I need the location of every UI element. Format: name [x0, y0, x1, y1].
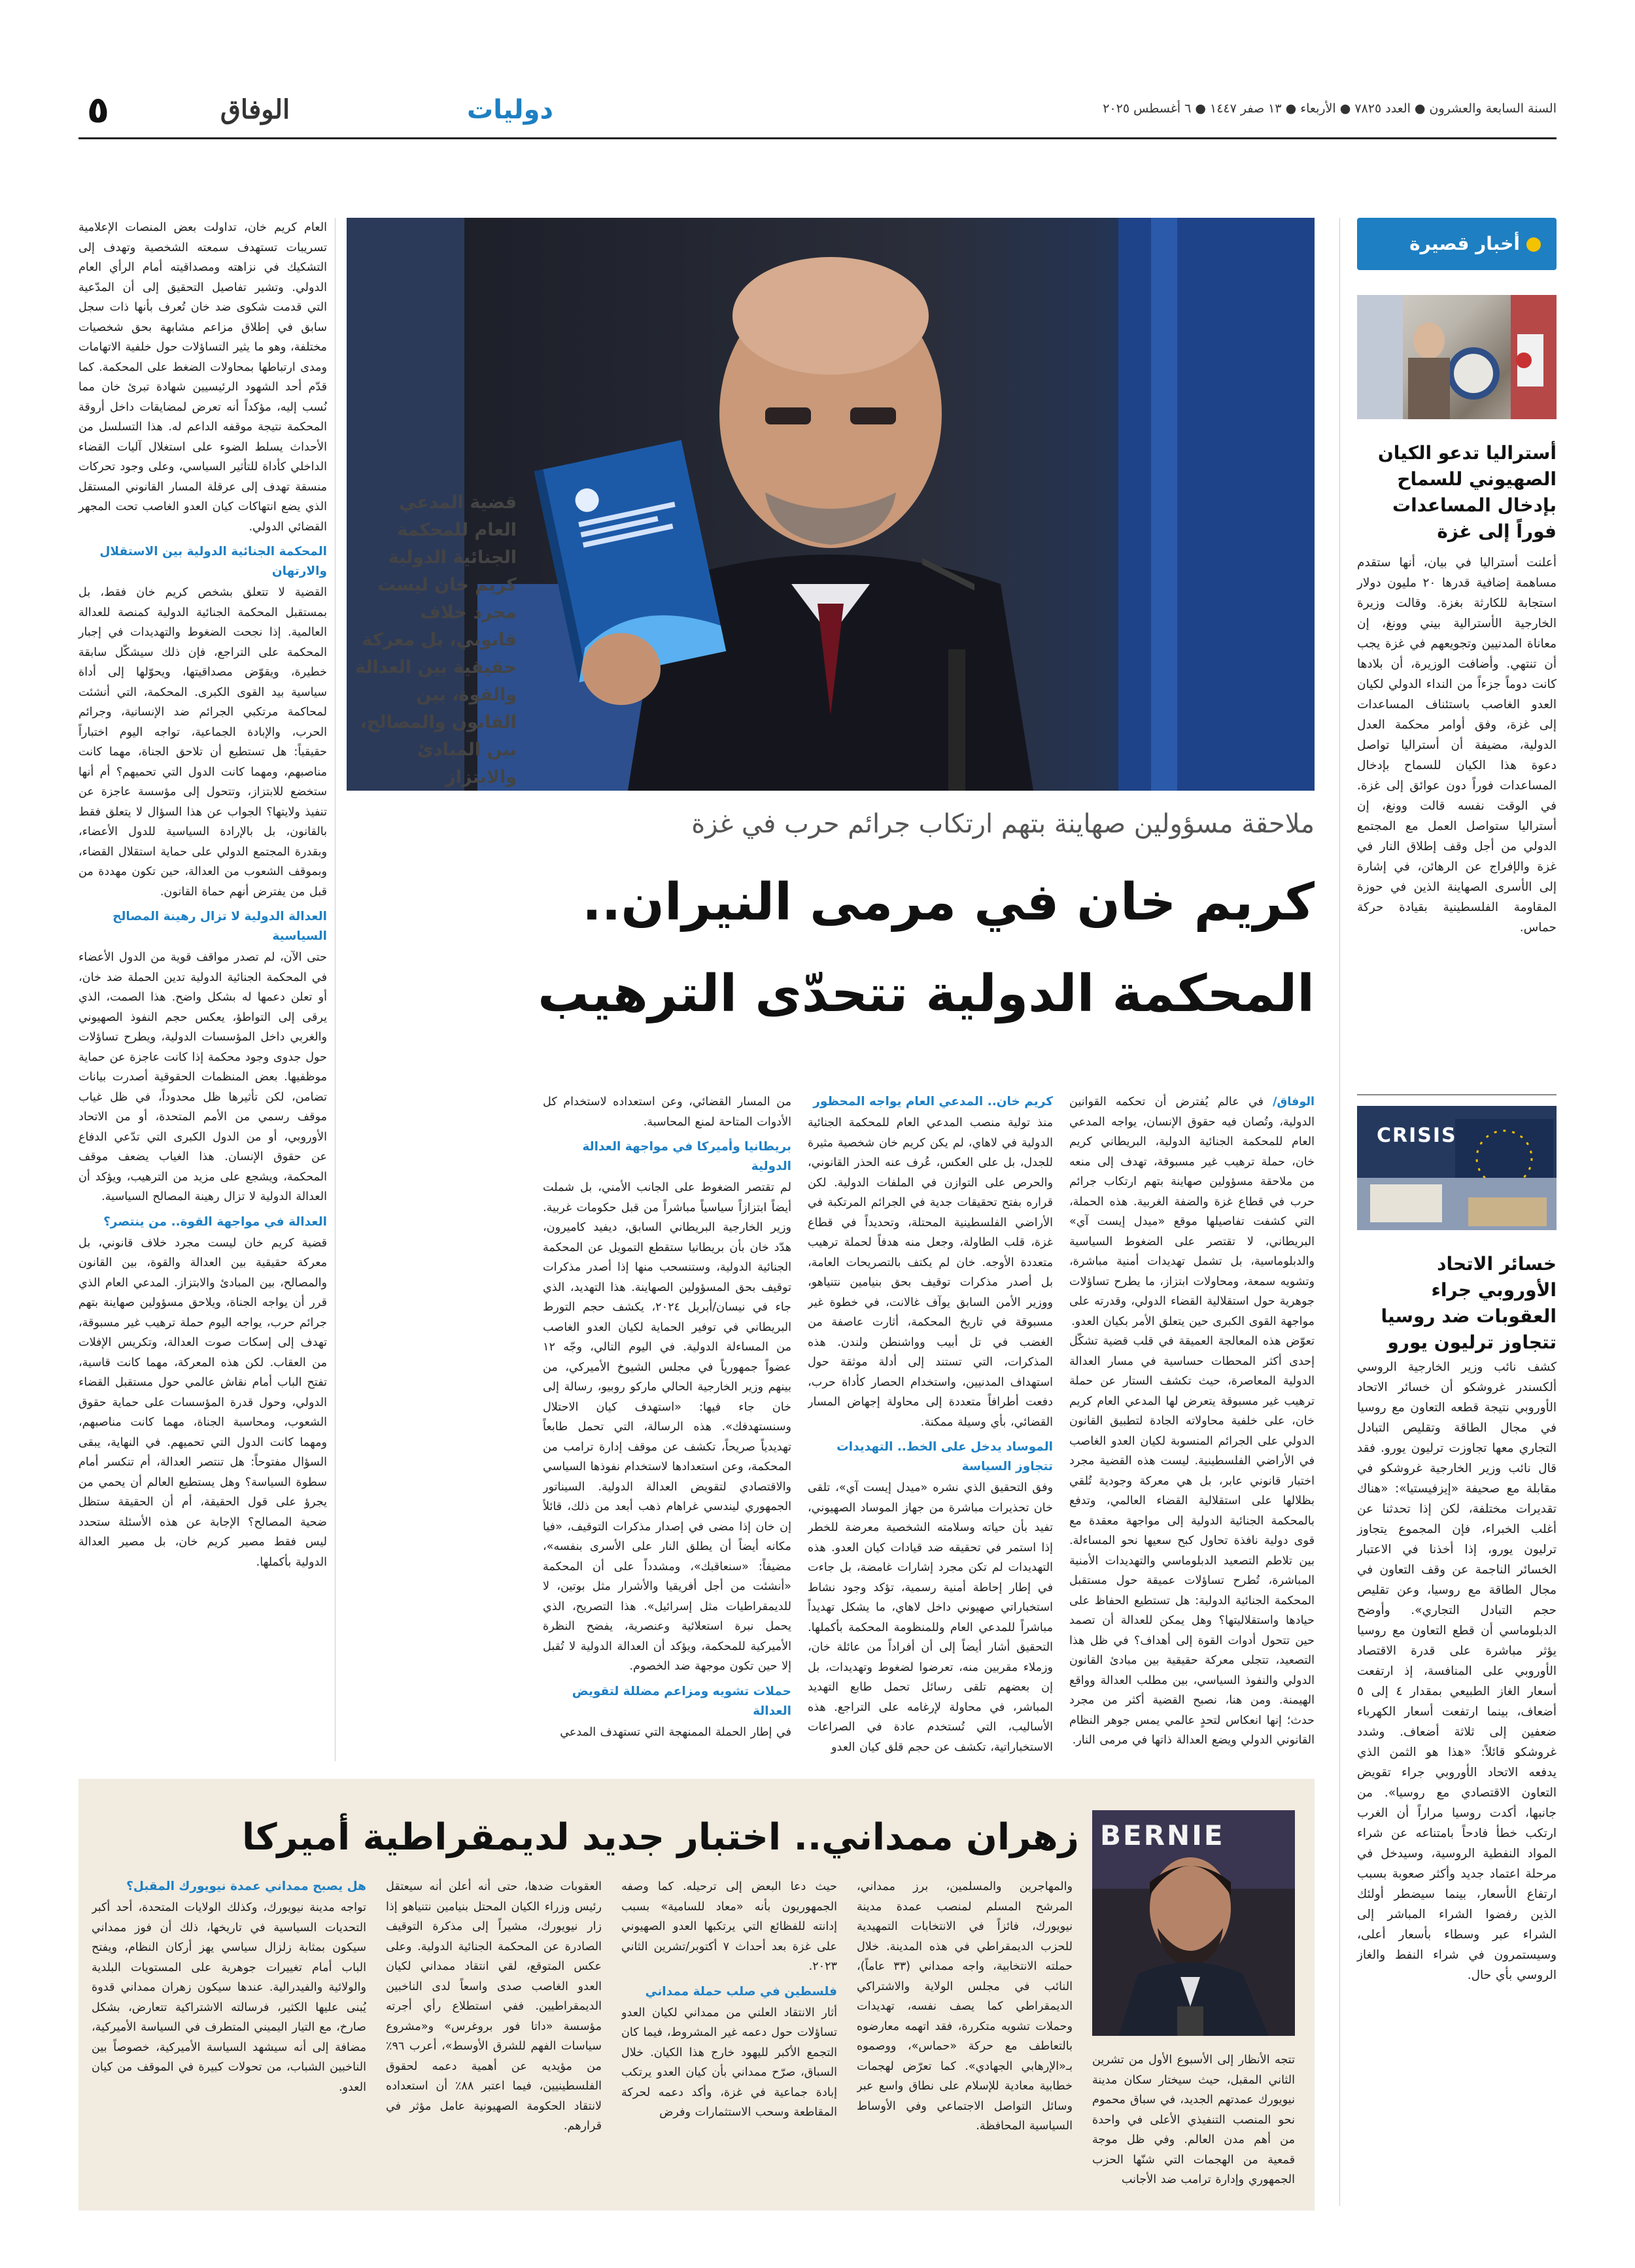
col1-intro: في عالم يُفترض أن تحكمه القوانين الدولية، وتُصان فيه حقوق الإنسان، يواجه المدعي العام للمحكمة الجنائية الدولية، البريطاني كريم خان، حملة ترهيب غير مسبوقة، تهدف إلى منعه من ملاحقة مسؤولين صهاينة بتهم ارتكاب جرائم حرب في قطاع غزة والضفة الغربية. هذه الحملة، التي كشفت تفاصيلها موقع «ميدل إيست آي» البريطاني، لا تقتصر على الضغوط السياسية والدبلوماسية، بل تشمل تهديدات أمنية مباشرة، وتشويه سمعة، ومحاولات ابتزاز، ما يطرح تساؤلات جوهرية حول استقلالية القضاء الدولي، وقدرته على مواجهة القوى الكبرى حين يتعلق الأمر بكيان العدو.	[1069, 1095, 1315, 1328]
logo: الوفاق	[220, 94, 290, 125]
bottom-band	[78, 1779, 1315, 2210]
crisis-label: CRISIS	[1377, 1124, 1457, 1147]
col4-p2: القضية لا تتعلق بشخص كريم خان فقط، بل بمستقبل المحكمة الجنائية الدولية كمنصة للعدالة العالمية. إذا نجحت الضغوط والتهديدات في إجبار المحكمة على التراجع، فإن ذلك سيشكّل سابقة خطيرة، ويقوّض مصداقيتها، ويحوّلها إلى أداة سياسية بيد القوى الكبرى. المحكمة، التي أنشئت لمحاكمة مرتكبي الجرائم ضد الإنسانية، وجرائم الحرب، والإبادة الجماعية، تواجه اليوم اختباراً حقيقياً: هل تستطيع أن تلاحق الجناة، مهما كانت مناصبهم، ومهما كانت الدول التي تحميهم؟ أم أنها ستخضع للابتزاز، وتتحول إلى مؤسسة عاجزة عن تنفيذ ولايتها؟ الجواب عن هذا السؤال لا يتعلق فقط بالقانون، بل بالإرادة السياسية للدول الأعضاء، وبقدرة المجتمع الدولي على حماية استقلال القضاء، وبموقف الشعوب من العدالة، حين تكون مهددة من قبل من يفترض أنهم حماة القانون.	[78, 586, 327, 899]
bottom-col-2: والمهاجرين والمسلمين، برز ممداني، المرشح المسلم لمنصب عمدة مدينة نيويورك، فائزاً في الانتخابات التمهيدية للحزب الديمقراطي في هذه المدينة. خلال حملته الانتخابية، واجه ممداني (٣٣ عاماً)، النائب في مجلس الولاية والاشتراكي الديمقراطي كما يصف نفسه، تهديدات وحملات تشويه متكررة، فقد اتهمه معارضوه بالتعاطف مع حركة «حماس»، ووصموه بـ«الإرهابي الجهادي». كما تعرّض لهجمات خطابية معادية للإسلام على نطاق واسع عبر وسائل التواصل الاجتماعي وفي الأوساط السياسية المحافظة.	[857, 1880, 1073, 2133]
date-line: السنة السابعة والعشرون ● العدد ٧٨٢٥ ● الأربعاء ● ١٣ صفر ١٤٤٧ ● ٦ أغسطس ٢٠٢٥	[1103, 101, 1557, 116]
col3-p1: من المسار القضائي، وعن استعداده لاستخدام كل الأدوات المتاحة لمنع المحاسبة.	[543, 1095, 791, 1129]
sidebar-divider	[1357, 1094, 1557, 1095]
masthead	[78, 84, 1557, 141]
article-column-2	[808, 1092, 1053, 1766]
bottom-col-5-p: تواجه مدينة نيويورك، وكذلك الولايات المتحدة، أحد أكبر التحديات السياسية في تاريخها، ذلك أن فوز ممداني سيكون بمثابة زلزال سياسي يهز أركان النظام، ويفتح الباب أمام تغييرات جوهرية على المستويات البلدية والولائية والفيدرالية. عندها سيكون زهران ممداني قدوة يُبنى عليها الكثير، فرسالته الاشتراكية تتعارض، بشكل صارخ، مع التيار اليميني المتطرف في السياسة الأميركية، مضافة إلى أنه سيشهد السياسة الأميركية، خصوصاً بين الناخبين الشباب، من تحولات كبيرة في الموقف من كيان العدو.	[92, 1901, 366, 2094]
section-title: دوليات	[467, 95, 553, 125]
col4-subhead-1: المحكمة الجنائية الدولية بين الاستقلال والارتهان	[99, 545, 327, 578]
col2-subhead-2: الموساد يدخل على الخط.. التهديدات تتجاوز السياسة	[836, 1440, 1053, 1473]
col4-subhead-3: العدالة في مواجهة القوة.. من ينتصر؟	[103, 1214, 327, 1229]
col3-subhead-1: بريطانيا وأميركا في مواجهة العدالة الدولية	[582, 1140, 791, 1173]
story1-body: أعلنت أستراليا في بيان، أنها ستقدم مساهمة إضافية قدرها ٢٠ مليون دولار استجابة للكارثة بغزة. وقالت وزيرة الخارجية الأسترالية بيني وونغ، إن معاناة المدنيين وتجويعهم في غزة يجب أن تنتهي. وأضافت الوزيرة، أن بلادها كانت دوماً جزءاً من النداء الدولي لكيان العدو الغاصب باستئناف المساعدات إلى غزة، وفق أوامر محكمة العدل الدولية، مضيفة أن أستراليا تواصل دعوة هذا الكيان للسماح بإدخال المساعدات فوراً دون عوائق إلى غزة. في الوقت نفسه قالت وونغ، إن أستراليا ستواصل العمل مع المجتمع الدولي من أجل وقف إطلاق النار في غزة والإفراج عن الرهائن، في إشارة إلى الأسرى الصهاينة الذين في حوزة المقاومة الفلسطينية بقيادة حركة حماس.	[1357, 556, 1557, 935]
article-column-1	[1069, 1092, 1315, 1766]
story1-photo	[1357, 295, 1557, 419]
col1-p2: تعوّض هذه المعالجة العميقة في قلب قضية تشكّل إحدى أكثر المحطات حساسية في مسار العدالة الدولية المعاصرة، حيث تكشف الستار عن حملة ترهيب غير مسبوقة يتعرض لها المدعي العام كريم خان، على خلفية محاولاته الجادة لتطبيق القانون الدولي على الجرائم المنسوبة لكيان العدو الغاصب في الأراضي الفلسطينية. ليست هذه القضية مجرد اختبار قانوني عابر، بل هي معركة وجودية تُلقي بظلالها على استقلالية القضاء العالمي، وتدفع بالمحكمة الجنائية الدولية إلى مواجهة معقدة مع قوى دولية نافذة تحاول كبح سعيها نحو المساءلة. بين تلاطم التصعيد الدبلوماسي والتهديدات الأمنية المباشرة، تُطرح تساؤلات عميقة حول مستقبل المحكمة الجنائية الدولية: هل تستطيع الحفاظ على حيادها واستقلاليتها؟ وهل يمكن للعدالة أن تصمد حين تتحول أدوات القوة إلى أهداف؟ في ظل هذا التصعيد، تتجلى معركة حقيقية بين مبادئ القانون الدولي والنفوذ السياسي، بين مطلب العدالة وواقع الهيمنة. ومن هنا، نصبح القضية أكثر من مجرد حدث؛ إنها انعكاس لتحدٍ عالمي يمس جوهر النظام القانوني الدولي ويضع العدالة ذاتها في مرمى النار.	[1069, 1335, 1315, 1747]
col3-p3: في إطار الحملة الممنهجة التي تستهدف المدعي	[560, 1725, 791, 1739]
bottom-col-5	[92, 1877, 366, 2204]
col4-separator	[335, 218, 336, 1761]
bullet-icon	[1526, 237, 1541, 252]
sidebar-header	[1357, 218, 1557, 270]
col4-p4: قضية كريم خان ليست مجرد خلاف قانوني، بل معركة حقيقية بين العدالة والقوة، بين القانون والمصالح، بين المبادئ والابتزاز. المدعي العام الذي قرر أن يواجه الجناة، ويلاحق مسؤولين صهاينة بتهم جرائم حرب، يواجه اليوم حملة ترهيب غير مسبوقة، تهدف إلى إسكات صوت العدالة، وتكريس الإفلات من العقاب. لكن هذه المعركة، مهما كانت قاسية، تفتح الباب أمام نقاش عالمي حول مستقبل القضاء الدولي، وحول قدرة المؤسسات على حماية حقوق الشعوب، ومحاسبة الجناة، مهما كانت مناصبهم، ومهما كانت الدول التي تحميهم. في النهاية، يبقى السؤال مفتوحاً: هل تنتصر العدالة، أم تنكسر أمام سطوة السياسة؟ وهل يستطيع العالم أن يحمي من يجرؤ على قول الحقيقة، أم أن الحقيقة ستظل ضحية المصالح؟ الإجابة عن هذه الأسئلة ستحدد ليس فقط مصير كريم خان، بل مصير العدالة الدولية بأكملها.	[78, 1236, 327, 1569]
story1-photo-art	[1357, 295, 1557, 419]
main-kicker: ملاحقة مسؤولين صهاينة بتهم ارتكاب جرائم حرب في غزة	[691, 809, 1315, 839]
story1-headline: أستراليا تدعو الكيان الصهيوني للسماح بإدخال المساعدات فوراً إلى غزة	[1377, 442, 1557, 542]
main-headline-line2: المحكمة الدولية تتحدّى الترهيب	[538, 965, 1315, 1023]
masthead-rule	[78, 137, 1557, 139]
sidebar	[1357, 218, 1557, 2206]
bottom-col-5-subhead: هل يصبح ممداني عمدة نيويورك المقبل؟	[126, 1880, 366, 1893]
bottom-photo	[1092, 1810, 1295, 2036]
page-number: ٥	[86, 89, 110, 131]
col2-p1: منذ تولية منصب المدعي العام للمحكمة الجنائية الدولية في لاهاي، لم يكن كريم خان شخصية مثيرة للجدل، بل على العكس، عُرف عنه الحذر القانوني، والحرص على التوازن في الملفات الدولية. لكن قراره بفتح تحقيقات جدية في الجرائم المرتكبة في الأراضي الفلسطينية المحتلة، وتحديداً في قطاع غزة، قلب الطاولة، وجعل منه هدفاً لحملة ترهيب متعددة الأوجه. خان لم يكتف بالتصريحات العامة، بل أصدر مذكرات توقيف بحق بنيامين نتنياهو، ووزير الأمن السابق يوآف غالانت، في خطوة غير مسبوقة في تاريخ المحكمة، أثارت عاصفة من الغضب في تل أبيب وواشنطن ولندن. هذه المذكرات، التي تستند إلى أدلة موثقة حول استهداف المدنيين، واستخدام الحصار كأداة حرب، دفعت أطرافاً متعددة إلى محاولة إجهاض المسار القضائي، بأي وسيلة ممكنة.	[808, 1116, 1053, 1429]
bottom-col-3-subhead: فلسطين في صلب حملة ممداني	[645, 1984, 837, 1999]
bottom-col-4: العقوبات ضدها، حتى أنه أعلن أنه سيعتقل رئيس وزراء الكيان المحتل بنيامين نتنياهو إذا زار نيويورك، مشيراً إلى مذكرة التوقيف الصادرة عن المحكمة الجنائية الدولية. وعلى عكس المتوقع، لقي انتقاد ممداني لكيان العدو الغاصب صدى واسعاً لدى الناخبين الديمقراطيين. ففي استطلاع رأي أجرته مؤسسة «داتا فور بروغرس» و«مشروع سياسات الفهم للشرق الأوسط»، أعرب ٩٦٪ من مؤيديه عن أهمية دعمه لحقوق الفلسطينيين، فيما اعتبر ٨٨٪ أن استعداده لانتقاد الحكومة الصهيونية عامل مؤثر في قرارهم.	[386, 1880, 602, 2133]
story2-headline: خسائر الاتحاد الأوروبي جراء العقوبات ضد روسيا تتجاوز ترليون يورو	[1381, 1253, 1557, 1353]
col3-subhead-2: حملات تشويه ومزاعم مضللة لتقويض العدالة	[572, 1684, 791, 1718]
bottom-col-3-p2: أثار الانتقاد العلني من ممداني لكيان العدو تساؤلات حول دعمه غير المشروط، فيما كان التجمع الأكبر لليهود خارج هذا الكيان. خلال السباق، صرّح ممداني بأن كيان العدو يرتكب إبادة جماعية في غزة، وأكد دعمه لحركة المقاطعة وسحب الاستثمارات وفرض	[621, 2006, 837, 2119]
story2-photo	[1357, 1106, 1557, 1230]
article-column-3	[543, 1092, 791, 1766]
byline: الوفاق/	[1273, 1095, 1315, 1108]
main-headline-line1: كريم خان في مرمى النيران..	[582, 873, 1315, 932]
bottom-headline: زهران ممداني.. اختبار جديد لديمقراطية أميركا	[242, 1816, 1079, 1859]
sidebar-header-label: أخبار قصيرة	[1409, 233, 1520, 254]
bottom-col-3	[621, 1877, 837, 2204]
col3-p2: لم تقتصر الضغوط على الجانب الأمني، بل شملت أيضاً ابتزازاً سياسياً مباشراً من قبل حكومات غربية. وزير الخارجية البريطاني السابق، ديفيد كاميرون، هدّد خان بأن بريطانيا ستقطع التمويل عن المحكمة الجنائية الدولية، وستنسحب منها إذا أصدر مذكرات توقيف بحق المسؤولين الصهاينة. هذا التهديد، الذي جاء في نيسان/أبريل ٢٠٢٤، يكشف حجم التورط البريطاني في توفير الحماية لكيان العدو الغاصب من المساءلة الدولية. في اليوم التالي، وجّه ١٢ عضواً جمهورياً في مجلس الشيوخ الأميركي، من بينهم وزير الخارجية الحالي ماركو روبيو، رسالة إلى خان جاء فيها: «استهدف كيان الاحتلال وسنستهدفك». هذه الرسالة، التي تحمل طابعاً تهديدياً صريحاً، تكشف عن موقف إدارة ترامب من المحكمة، وعن استعدادها لاستخدام نفوذها السياسي والاقتصادي لتقويض العدالة الدولية. السيناتور الجمهوري ليندسي غراهام ذهب أبعد من ذلك، قائلاً إن خان إذا مضى في إصدار مذكرات التوقيف، «فيا مكانه أيضاً أن يطلق النار على الأسرى بنفسه»، مضيفاً: «سنعاقبك»، ومشدداً على أن المحكمة «أنشئت من أجل أفريقيا والأشرار مثل بوتين، لا للديمقراطيات مثل إسرائيل». هذا التصريح، الذي يحمل نبرة استعلائية وعنصرية، يفضح النظرة الأميركية للمحكمة، ويؤكد أن العدالة الدولية لا تُقبل إلا حين تكون موجهة ضد الخصوم.	[543, 1181, 791, 1673]
col2-subhead-1: كريم خان.. المدعي العام يواجه المحظور	[813, 1095, 1053, 1108]
bottom-photo-text: BERNIE	[1100, 1819, 1225, 1851]
article-column-4	[78, 218, 327, 1761]
bottom-col-3-p1: حيث دعا البعض إلى ترحيله. كما وصفه الجمهوريون بأنه «معاد للسامية» بسبب إدانته للفظائع التي يرتكبها العدو الصهيوني على غزة بعد أحداث ٧ أكتوبر/تشرين الثاني ٢٠٢٣.	[621, 1880, 837, 1973]
col4-p3: حتى الآن، لم تصدر مواقف قوية من الدول الأعضاء في المحكمة الجنائية الدولية تدين الحملة ضد خان، أو تعلن دعمها له بشكل واضح. هذا الصمت، الذي يرقى إلى التواطؤ، يعكس حجم النفوذ الصهيوني والغربي داخل المؤسسات الدولية، ويطرح تساؤلات حول جدوى وجود محكمة إذا كانت عاجزة عن حماية موظفيها. بعض المنظمات الحقوقية أصدرت بيانات تضامن، لكن تأثيرها ظل محدوداً، في ظل غياب موقف رسمي من الأمم المتحدة، أو من الاتحاد الأوروبي، أو من الدول الكبرى التي تدّعي الدفاع عن حقوق الإنسان. هذا الغياب يضعف موقف المحكمة، ويشجع على مزيد من الترهيب، ويؤكد أن العدالة الدولية لا تزال رهينة المصالح السياسية.	[78, 951, 327, 1203]
col2-p2: وفق التحقيق الذي نشره «ميدل إيست آي»، تلقى خان تحذيرات مباشرة من جهاز الموساد الصهيوني، تفيد بأن حياته وسلامته الشخصية معرضة للخطر إذا استمر في تحقيقه ضد قيادات كيان العدو. هذه التهديدات لم تكن مجرد إشارات غامضة، بل جاءت في إطار إحاطة أمنية رسمية، تؤكد وجود نشاط استخباراتي صهيوني داخل لاهاي، ما يشكل تهديداً مباشراً للمدعي العام وللمنظومة المحكمة بأكملها. التحقيق أشار أيضاً إلى أن أفراداً من عائلة خان، وزملاء مقربين منه، تعرضوا لضغوط وتهديدات، بل إن بعضهم تلقى رسائل تحمل طابع التهديد المباشر، في محاولة لإرغامه على التراجع. هذه الأساليب، التي تُستخدم عادة في الصراعات الاستخباراتية، تكشف عن حجم قلق كيان العدو	[808, 1481, 1053, 1754]
story2-body: كشف نائب وزير الخارجية الروسي ألكسندر غروشكو أن خسائر الاتحاد الأوروبي نتيجة قطعه التعاون مع روسيا في مجال الطاقة وتقليص التبادل التجاري معها تجاوزت ترليون يورو. فقد قال نائب وزير الخارجية غروشكو في مقابلة مع صحيفة «إيزفيستيا»: «هناك تقديرات مختلفة، لكن إذا تحدثنا عن أغلب الخبراء، فإن المجموع يتجاوز ترليون يورو، إذا أخذنا في الاعتبار الخسائر الناجمة عن وقف التعاون في مجال الطاقة مع روسيا، وعن تقليص حجم التبادل التجاري». وأوضح الدبلوماسي أن قطع التعاون مع روسيا يؤثر مباشرة على قدرة الاقتصاد الأوروبي على المنافسة، إذ ارتفعت أسعار الغاز الطبيعي بمقدار ٤ إلى ٥ أضعاف، بينما ارتفعت أسعار الكهرباء ضعفين إلى ثلاثة أضعاف. وشدد غروشكو قائلاً: «هذا هو الثمن الذي يدفعه الاتحاد الأوروبي جراء تقويض التعاون الاقتصادي مع روسيا». من جانبها، أكدت روسيا مراراً أن الغرب ارتكب خطأ فادحاً بامتناعه عن شراء المواد النفطية الروسية، وسيدخل في مرحلة اعتماد جديد وأكثر صعوبة بسبب ارتفاع الأسعار، بينما سيضطر أولئك الذين رفضوا الشراء المباشر إلى الشراء عبر وسطاء بأسعار أعلى، وسيستمرون في شراء النفط والغاز الروسي بأي حال.	[1357, 1360, 1557, 1982]
bottom-col-1: تتجه الأنظار إلى الأسبوع الأول من تشرين الثاني المقبل، حيث سيختار سكان مدينة نيويورك عمدتهم الجديد، في سباق محموم نحو المنصب التنفيذي الأعلى في واحدة من أهم مدن العالم. وفي ظل موجة قمعية من الهجمات التي شنّها الحزب الجمهوري وإدارة ترامب ضد الأجانب	[1092, 2053, 1295, 2186]
pull-quote: قضية المدعي العام للمحكمة الجنائية الدولية كريم خان ليست مجرد خلاف قانوني، بل معركة حقيقية بين العدالة والقوة، بين القانون والمصالح، بين المبادئ والابتزاز	[355, 492, 517, 787]
col4-p1: العام كريم خان، تداولت بعض المنصات الإعلامية تسريبات تستهدف سمعته الشخصية وتهدف إلى التشكيك في نزاهته ومصداقيته أمام الرأي العام الدولي. وتشير تفاصيل التحقيق إلى أن المدّعية التي قدمت شكوى ضد خان تُعرف بأنها ذات سجل سابق في إطلاق مزاعم مشابهة بحق شخصيات مختلفة، وهو ما يثير التساؤلات حول خلفية الاتهامات ومدى ارتباطها بمحاولات الضغط على المحكمة. كما قدّم أحد الشهود الرئيسيين شهادة تبرئ خان مما نُسب إليه، مؤكداً أنه تعرض لمضايقات داخل أروقة المحكمة نتيجة موقفه الداعم له. هذا التسلسل من الأحداث يسلط الضوء على استغلال آليات القضاء الداخلي كأداة للتأثير السياسي، وعلى وجود تحركات منسقة تهدف إلى عرقلة المسار القانوني المستقل الذي يضع انتهاكات كيان العدو الغاصب تحت المجهر القضائي الدولي.	[78, 221, 327, 534]
sidebar-separator	[1339, 218, 1340, 2206]
col4-subhead-2: العدالة الدولية لا تزال رهينة المصالح السياسية	[112, 910, 327, 943]
